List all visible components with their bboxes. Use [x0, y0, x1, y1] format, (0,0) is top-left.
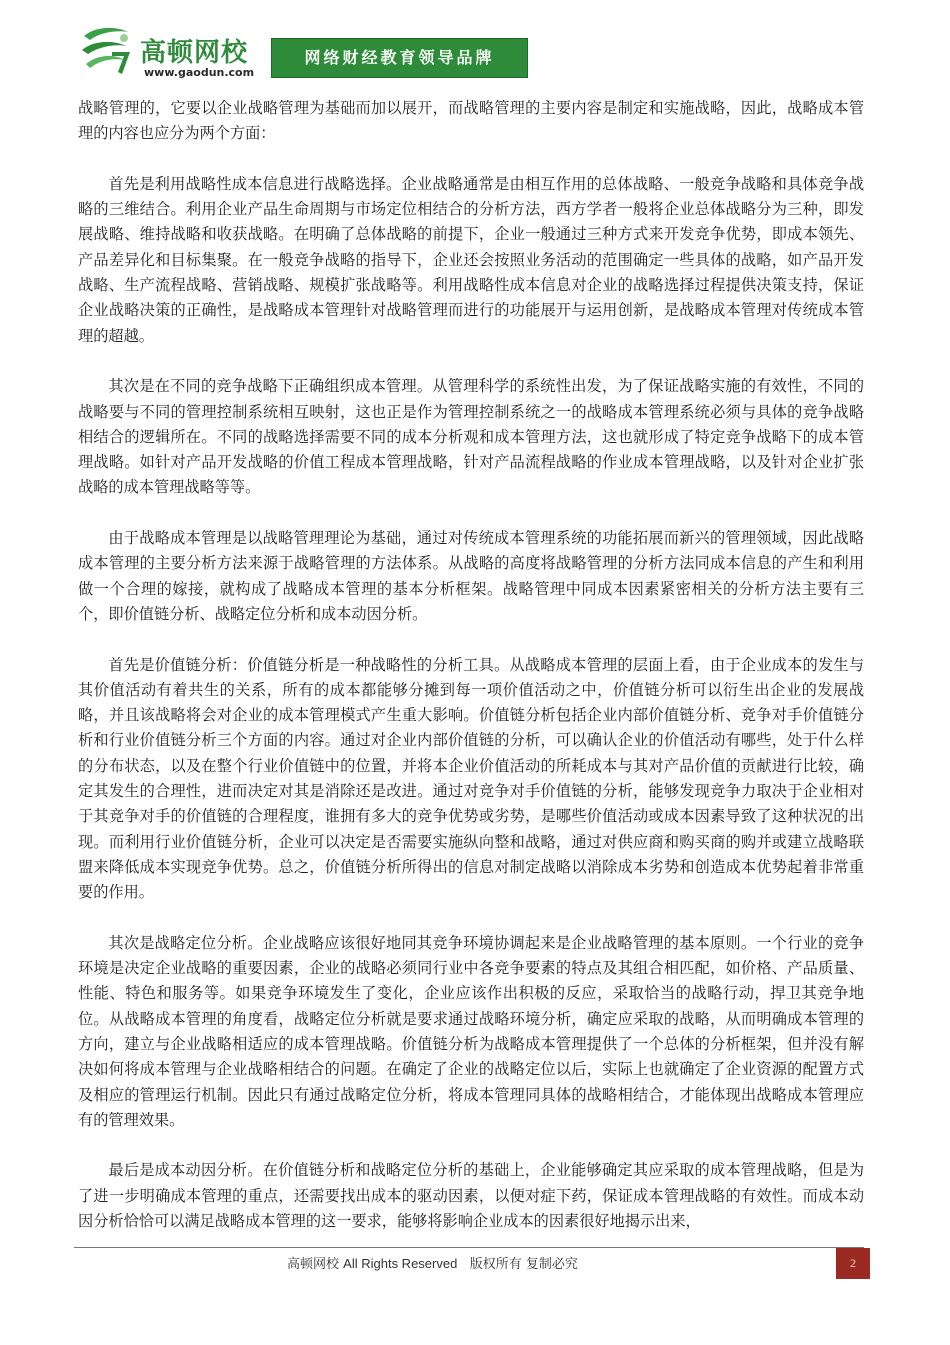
brand-name: 高顿网校: [140, 38, 249, 68]
document-body: [78, 96, 864, 1234]
logo-swirl-icon: [78, 22, 140, 78]
page-number-badge: 2: [836, 1248, 870, 1279]
slogan-banner: 网络财经教育领导品牌: [271, 38, 528, 78]
footer-school: 高顿网校: [287, 1257, 340, 1272]
brand-url[interactable]: www.gaodun.com: [144, 66, 255, 79]
page-header: [78, 18, 538, 88]
paragraph-strategy-selection: 首先是利用战略性成本信息进行战略选择。企业战略通常是由相互作用的总体战略、一般竞争战略和具体竞争战略的三维结合。利用企业产品生命周期与市场定位相结合的分析方法，西方学者一般将企业总体战略分为三种，即发展战略、维持战略和收获战略。在明确了总体战略的前提下，企业一般通过三种方式来开发竞争优势，即成本领先、产品差异化和目标集聚。在一般竞争战略的指导下，企业还会按照业务活动的范围确定一些具体的战略，如产品开发战略、生产流程战略、营销战略、规模扩张战略等。利用战略性成本信息对企业的战略选择过程提供决策支持，保证企业战略决策的正确性，是战略成本管理针对战略管理而进行的功能展开与运用创新，是战略成本管理对传统成本管理的超越。: [78, 174, 864, 345]
footer-divider: [74, 1247, 864, 1248]
footer-copyright: [287, 1253, 578, 1272]
paragraph-continuation: 战略管理的，它要以企业战略管理为基础而加以展开，而战略管理的主要内容是制定和实施战略，因此，战略成本管理的内容也应分为两个方面：: [78, 99, 864, 143]
paragraph-strategic-positioning: 其次是战略定位分析。企业战略应该很好地同其竞争环境协调起来是企业战略管理的基本原则。一个行业的竞争环境是决定企业战略的重要因素，企业的战略必须同行业中各竞争要素的特点及其组合相匹配，如价格、产品质量、性能、特色和服务等。如果竞争环境发生了变化，企业应该作出积极的反应，采取恰当的战略行动，捍卫其竞争地位。从战略成本管理的角度看，战略定位分析就是要求通过战略环境分析，确定应采取的战略，从而明确成本管理的方向，建立与企业战略相适应的成本管理战略。价值链分析为战略成本管理提供了一个总体的分析框架，但并没有解决如何将成本管理与企业战略相结合的问题。在确定了企业的战略定位以后，实际上也就确定了企业资源的配置方式及相应的管理运行机制。因此只有通过战略定位分析，将成本管理同具体的战略相结合，才能体现出战略成本管理应有的管理效果。: [78, 933, 864, 1129]
paragraph-analysis-framework: 由于战略成本管理是以战略管理理论为基础，通过对传统成本管理系统的功能拓展而新兴的管理领域，因此战略成本管理的主要分析方法来源于战略管理的方法体系。从战略的高度将战略管理的分析方法同成本信息的产生和利用做一个合理的嫁接，就构成了战略成本管理的基本分析框架。战略管理中同成本因素紧密相关的分析方法主要有三个，即价值链分析、战略定位分析和成本动因分析。: [78, 529, 864, 623]
paragraph-cost-driver: 最后是成本动因分析。在价值链分析和战略定位分析的基础上，企业能够确定其应采取的成本管理战略，但是为了进一步明确成本管理的重点，还需要找出成本的驱动因素，以便对症下药，保证成本管理战略的有效性。而成本动因分析恰恰可以满足战略成本管理的这一要求，能够将影响企业成本的因素很好地揭示出来，: [78, 1161, 864, 1231]
paragraph-cost-organization: 其次是在不同的竞争战略下正确组织成本管理。从管理科学的系统性出发，为了保证战略实施的有效性，不同的战略要与不同的管理控制系统相互映射，这也正是作为管理控制系统之一的战略成本管理系统必须与具体的竞争战略相结合的逻辑所在。不同的战略选择需要不同的成本分析观和成本管理方法，这也就形成了特定竞争战略下的成本管理战略。如针对产品开发战略的价值工程成本管理战略，针对产品流程战略的作业成本管理战略，以及针对企业扩张战略的成本管理战略等等。: [78, 377, 864, 497]
gaodun-logo[interactable]: [78, 18, 263, 82]
paragraph-value-chain: 首先是价值链分析：价值链分析是一种战略性的分析工具。从战略成本管理的层面上看，由于企业成本的发生与其价值活动有着共生的关系，所有的成本都能够分摊到每一项价值活动之中，价值链分析可以衍生出企业的发展战略，并且该战略将会对企业的成本管理模式产生重大影响。价值链分析包括企业内部价值链分析、竞争对手价值链分析和行业价值链分析三个方面的内容。通过对企业内部价值链的分析，可以确认企业的价值活动有哪些，处于什么样的分布状态，以及在整个行业价值链中的位置，并将本企业价值活动的所耗成本与其对产品价值的贡献进行比较，确定其发生的合理性，进而决定对其是消除还是改进。通过对竞争对手价值链的分析，能够发现竞争力取决于企业相对于其竞争对手的价值链的合理程度，谁拥有多大的竞争优势或劣势，是哪些价值活动或成本因素导致了这种状况的出现。而利用行业价值链分析，企业可以决定是否需要实施纵向整和战略，通过对供应商和购买商的购并或建立战略联盟来降低成本实现竞争优势。总之，价值链分析所得出的信息对制定战略以消除成本劣势和创造成本优势起着非常重要的作用。: [78, 655, 864, 902]
footer-rights: All Rights Reserved: [343, 1256, 458, 1271]
footer-copyright-notice: 版权所有 复制必究: [469, 1257, 578, 1272]
